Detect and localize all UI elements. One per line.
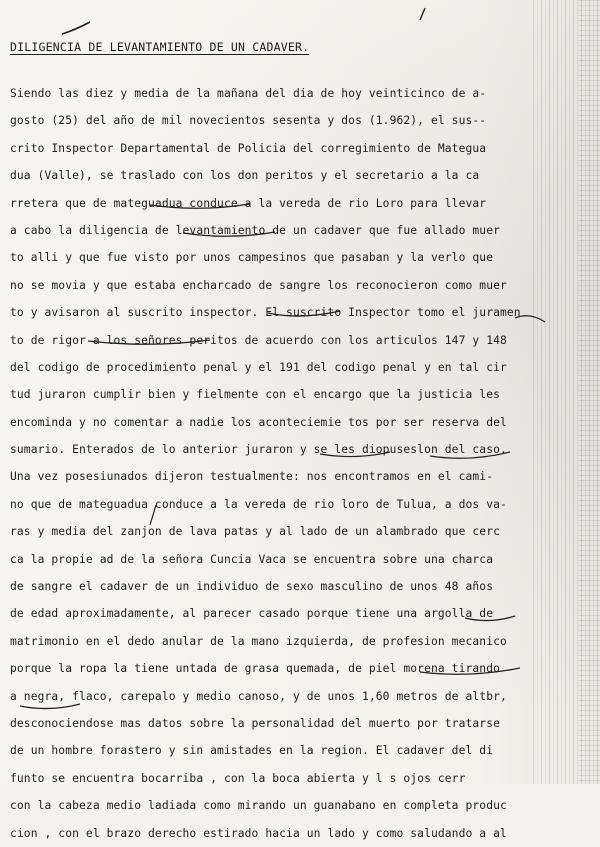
text-line: ca la propie ad de la señora Cuncia Vaca se encuentra sobre una charca	[10, 552, 494, 566]
text-line: to alli y que fue visto por unos campesinos que pasaban y la verlo que	[10, 251, 494, 265]
text-line: desconociendose mas datos sobre la personalidad del muerto por tratarse	[10, 716, 500, 730]
document-body	[10, 80, 530, 847]
text-line: no que de mateguadua conduce a la vereda de rio loro de Tulua, a dos va-	[10, 497, 507, 511]
text-line: rretera que de mateguadua conduce a la vereda de rio Loro para llevar	[10, 196, 487, 210]
text-line: Siendo las diez y media de la mañana del dia de hoy veinticinco de a-	[10, 87, 487, 100]
text-line: to de rigor a los señores peritos de acuerdo con los articulos 147 y 148	[10, 333, 507, 347]
text-line: crito Inspector Departamental de Policia del corregimiento de Mategua	[10, 141, 487, 155]
text-line: con la cabeza medio ladiada como mirando un guanabano en completa produc	[10, 799, 507, 813]
text-line: ras y media del zanjon de lava patas y al lado de un alambrado que cerc	[10, 525, 500, 539]
text-line: matrimonio en el dedo anular de la mano izquierda, de profesion mecanico	[10, 634, 507, 648]
scan-edge-streaks	[578, 0, 600, 784]
text-line: dua (Valle), se traslado con los don peritos y el secretario a la ca	[10, 169, 480, 183]
text-line: Una vez posesiunados dijeron testualmente: nos encontramos en el cami-	[10, 470, 494, 484]
text-line: no se movia y que estaba encharcado de sangre los reconocieron como muer	[10, 278, 507, 292]
document-title: DILIGENCIA DE LEVANTAMIENTO DE UN CADAVER.	[10, 40, 310, 54]
text-line: a cabo la diligencia de levantamiento de un cadaver que fue allado muer	[10, 223, 500, 237]
text-line: cion , con el brazo derecho estirado hacia un lado y como saludando a al	[10, 826, 507, 840]
text-line: porque la ropa la tiene untada de grasa quemada, de piel morena tirando	[10, 662, 500, 676]
text-line: funto se encuentra bocarriba , con la boca abierta y l s ojos cerr	[10, 771, 466, 785]
text-line: gosto (25) del año de mil novecientos sesenta y dos (1.962), el sus--	[10, 114, 487, 128]
text-line: de un hombre forastero y sin amistades en la region. El cadaver del di	[10, 744, 494, 758]
text-line: to y avisaron al suscrito inspector. El suscrito Inspector tomo el juramen	[10, 306, 521, 320]
text-line: encominda y no comentar a nadie los aconteciemie tos por ser reserva del	[10, 415, 507, 429]
text-line: a negra, flaco, carepalo y medio canoso, y de unos 1,60 metros de altbr,	[10, 689, 507, 703]
text-line: de edad aproximadamente, al parecer casado porque tiene una argolla de	[10, 607, 494, 621]
text-line: del codigo de procedimiento penal y el 191 del codigo penal y en tal cir	[10, 360, 507, 374]
text-line: tud juraron cumplir bien y fielmente con el encargo que la justicia les	[10, 388, 500, 402]
text-line: sumario. Enterados de lo anterior juraron y se les diopuseslon del caso.	[10, 443, 507, 457]
text-line: de sangre el cadaver de un individuo de sexo masculino de unos 48 años	[10, 580, 494, 594]
